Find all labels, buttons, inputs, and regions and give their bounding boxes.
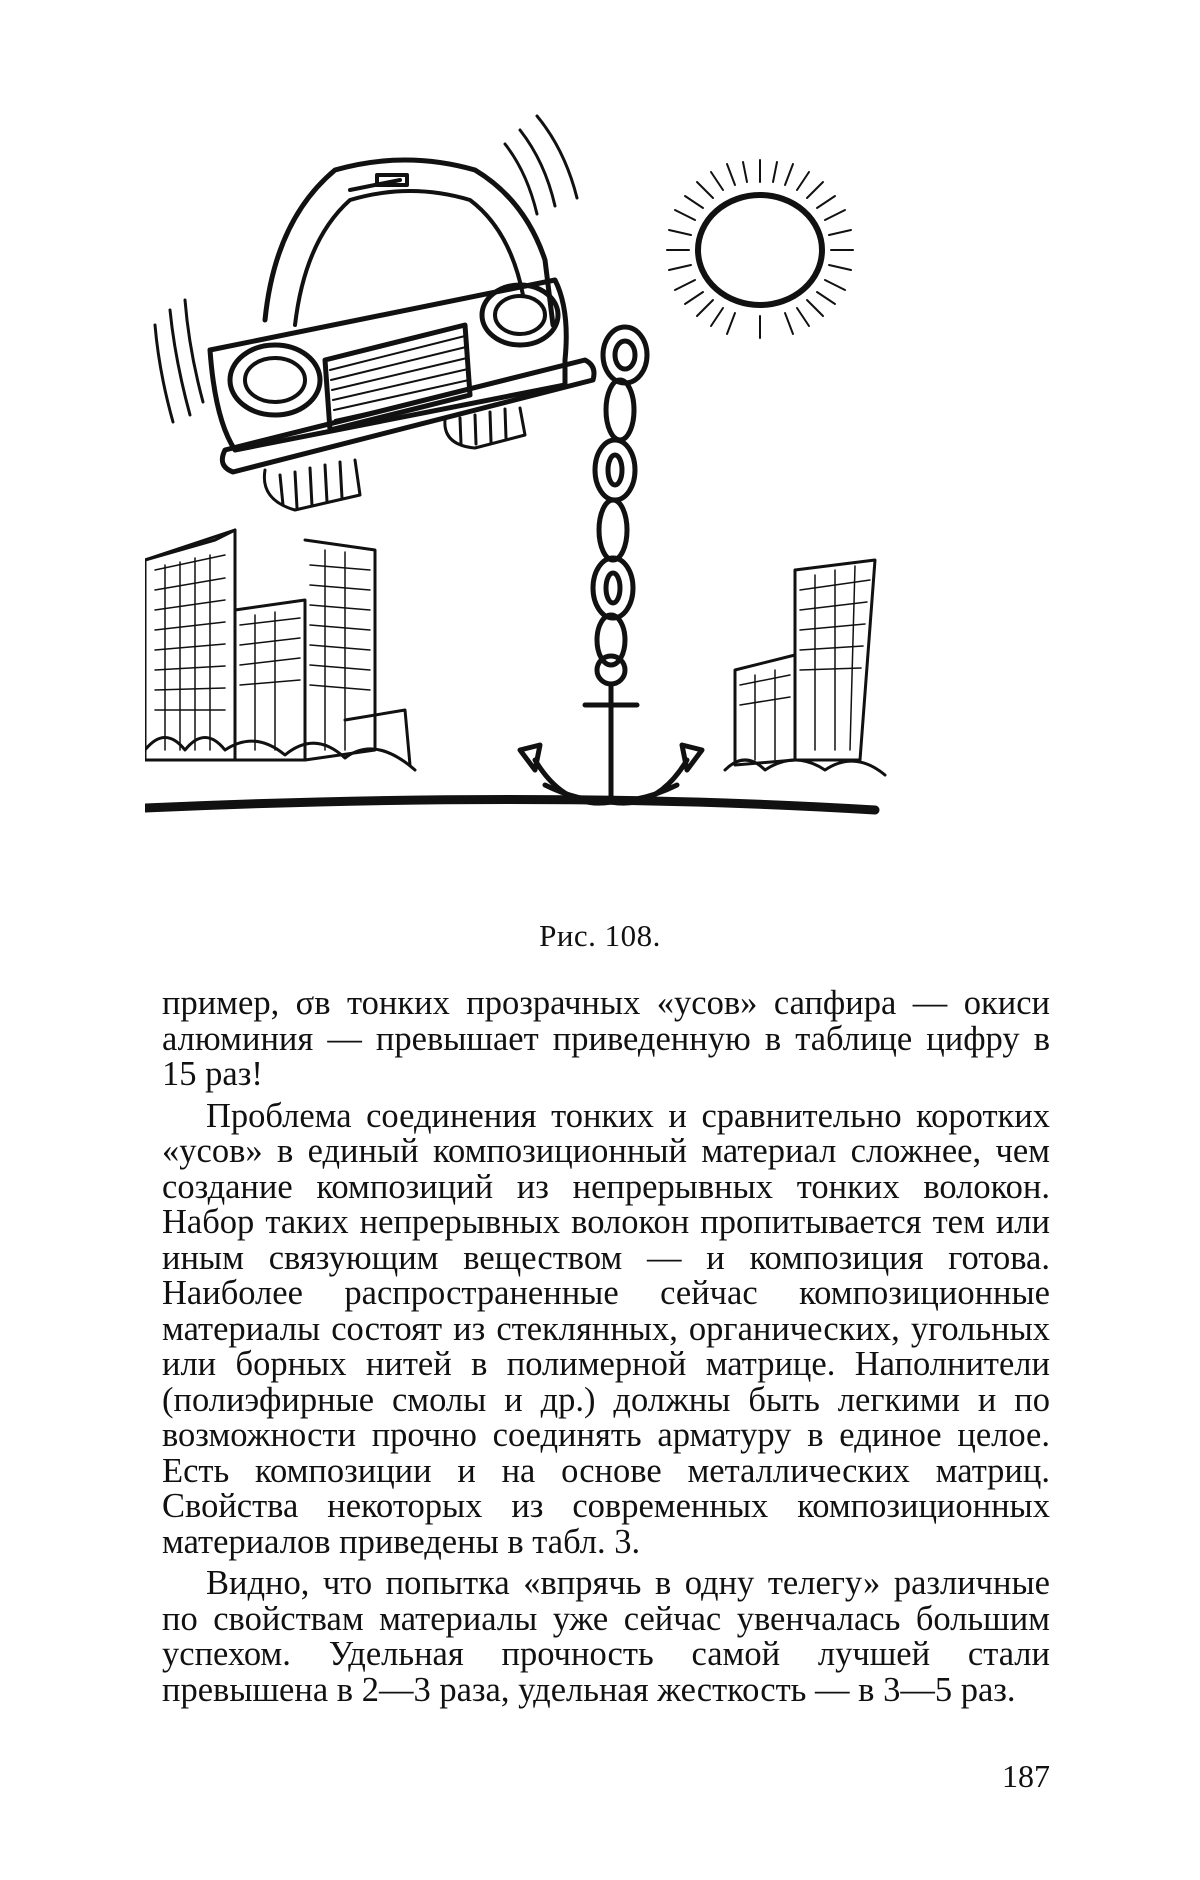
paragraph: пример, σв тонких прозрачных «усов» сапфира — окиси алюминия — превышает приведенную в таблице цифру в 15 раз!	[162, 984, 1050, 1093]
ground-line	[145, 799, 875, 810]
figure-caption: Рис. 108.	[539, 918, 661, 953]
paragraph: Видно, что попытка «впрячь в одну телегу» различные по свойствам материалы уже сейчас увенчалась большим успехом. Удельная прочность самой лучшей стали превышена в 2—3 раза, удельная жесткость — в 3—5 раз.	[162, 1564, 1050, 1709]
anchor-icon	[520, 656, 702, 803]
paragraph: Проблема соединения тонких и сравнительно коротких «усов» в единый композиционный материал сложнее, чем создание композиций из непрерывных тонких волокон. Набор таких непрерывных волокон пропитывается тем или иным связующим веществом — и композиция готова. Наиболее распространенные сейчас композиционные материалы состоят из стеклянных, органических, угольных или борных нитей в полимерной матрице. Наполнители (полиэфирные смолы и др.) должны быть легкими и по возможности прочно соединять арматуру в единое целое. Есть композиции и на основе металлических матриц. Свойства некоторых из современных композиционных материалов приведены в табл. 3.	[162, 1096, 1050, 1561]
body-text	[162, 986, 1050, 1708]
buildings-right	[725, 560, 885, 775]
page-number: 187	[1002, 1758, 1050, 1794]
car-anchor-illustration	[145, 110, 1050, 870]
buildings-left	[145, 530, 415, 770]
sun-icon	[667, 160, 853, 338]
chain-icon	[593, 327, 647, 665]
